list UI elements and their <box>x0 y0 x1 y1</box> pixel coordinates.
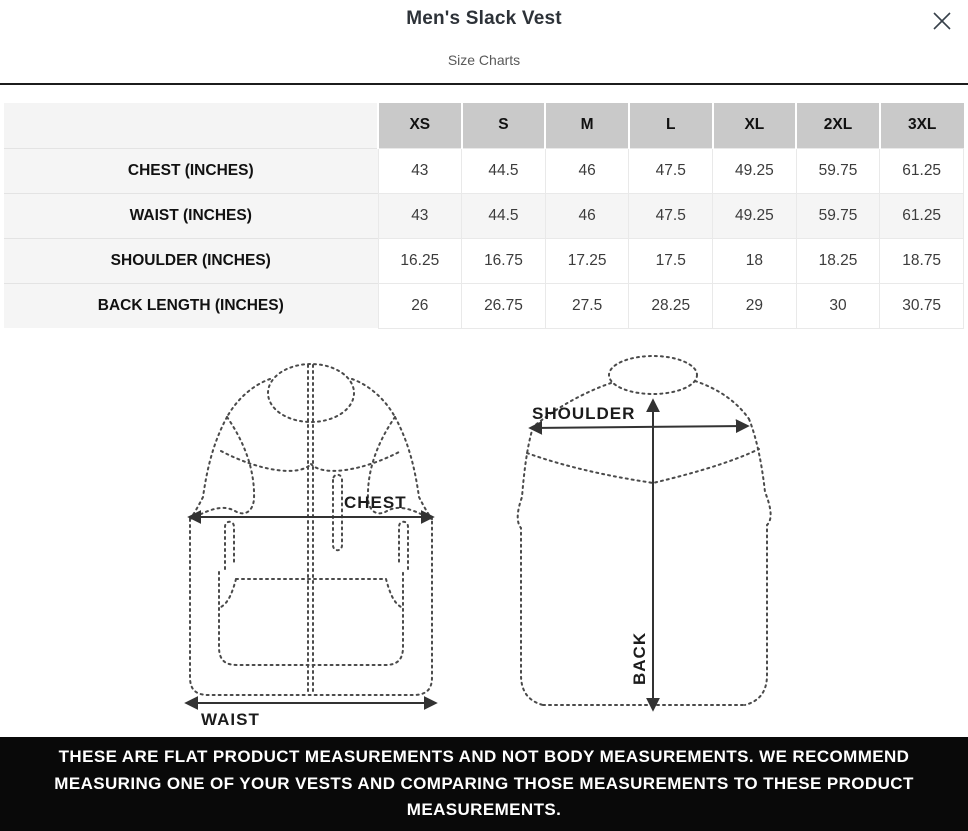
column-header-m: M <box>545 103 629 148</box>
cell-value: 59.75 <box>796 148 880 193</box>
vest-front-outline <box>190 364 432 695</box>
cell-value: 46 <box>545 148 629 193</box>
column-header-l: L <box>629 103 713 148</box>
shoulder-label: SHOULDER <box>532 403 636 423</box>
cell-value: 18.75 <box>880 238 964 283</box>
back-measure-arrow <box>630 401 653 709</box>
row-label-waist: WAIST (INCHES) <box>4 193 378 238</box>
cell-value: 43 <box>378 148 462 193</box>
waist-measure-arrow <box>187 703 435 729</box>
vest-back-diagram <box>507 347 807 739</box>
column-header-2xl: 2XL <box>796 103 880 148</box>
shoulder-measure-arrow <box>531 404 747 428</box>
cell-value: 43 <box>378 193 462 238</box>
cell-value: 16.25 <box>378 238 462 283</box>
page-subtitle: Size Charts <box>447 52 521 68</box>
cell-value: 47.5 <box>629 193 713 238</box>
cell-value: 17.5 <box>629 238 713 283</box>
cell-value: 16.75 <box>462 238 546 283</box>
cell-value: 49.25 <box>713 193 797 238</box>
modal-header <box>0 0 968 85</box>
disclaimer-text: THESE ARE FLAT PRODUCT MEASUREMENTS AND NOT BODY MEASUREMENTS. WE RECOMMEND MEASURING ONE OF YOUR VESTS AND COMPARING THOSE MEASUREMENTS TO THESE PRODUCT MEASUREMENTS. <box>54 747 914 820</box>
size-chart-section <box>4 103 964 329</box>
table-row-shoulder <box>4 238 964 283</box>
row-label-chest: CHEST (INCHES) <box>4 148 378 193</box>
cell-value: 61.25 <box>880 148 964 193</box>
table-row-chest <box>4 148 964 193</box>
table-row-back-length <box>4 283 964 328</box>
row-label-back-length: BACK LENGTH (INCHES) <box>4 283 378 328</box>
cell-value: 27.5 <box>545 283 629 328</box>
cell-value: 26.75 <box>462 283 546 328</box>
cell-value: 61.25 <box>880 193 964 238</box>
column-header-xl: XL <box>713 103 797 148</box>
size-table <box>4 103 964 329</box>
cell-value: 18 <box>713 238 797 283</box>
cell-value: 49.25 <box>713 148 797 193</box>
chest-measure-arrow <box>190 493 432 517</box>
cell-value: 44.5 <box>462 193 546 238</box>
cell-value: 59.75 <box>796 193 880 238</box>
cell-value: 46 <box>545 193 629 238</box>
back-label: BACK <box>630 631 649 685</box>
column-header-xs: XS <box>378 103 462 148</box>
chest-label: CHEST <box>344 492 407 512</box>
waist-label: WAIST <box>201 709 260 729</box>
cell-value: 47.5 <box>629 148 713 193</box>
close-button[interactable] <box>926 5 958 37</box>
cell-value: 17.25 <box>545 238 629 283</box>
cell-value: 44.5 <box>462 148 546 193</box>
cell-value: 28.25 <box>629 283 713 328</box>
table-header-row <box>4 103 964 148</box>
cell-value: 18.25 <box>796 238 880 283</box>
table-corner-cell <box>4 103 378 148</box>
column-header-s: S <box>462 103 546 148</box>
vest-front-diagram <box>161 347 481 739</box>
row-label-shoulder: SHOULDER (INCHES) <box>4 238 378 283</box>
cell-value: 30.75 <box>880 283 964 328</box>
cell-value: 30 <box>796 283 880 328</box>
page-title: Men's Slack Vest <box>406 8 562 29</box>
cell-value: 26 <box>378 283 462 328</box>
close-icon <box>931 10 953 32</box>
column-header-3xl: 3XL <box>880 103 964 148</box>
measurement-disclaimer-bar <box>0 737 968 831</box>
cell-value: 29 <box>713 283 797 328</box>
measurement-diagrams <box>0 347 968 743</box>
table-row-waist <box>4 193 964 238</box>
